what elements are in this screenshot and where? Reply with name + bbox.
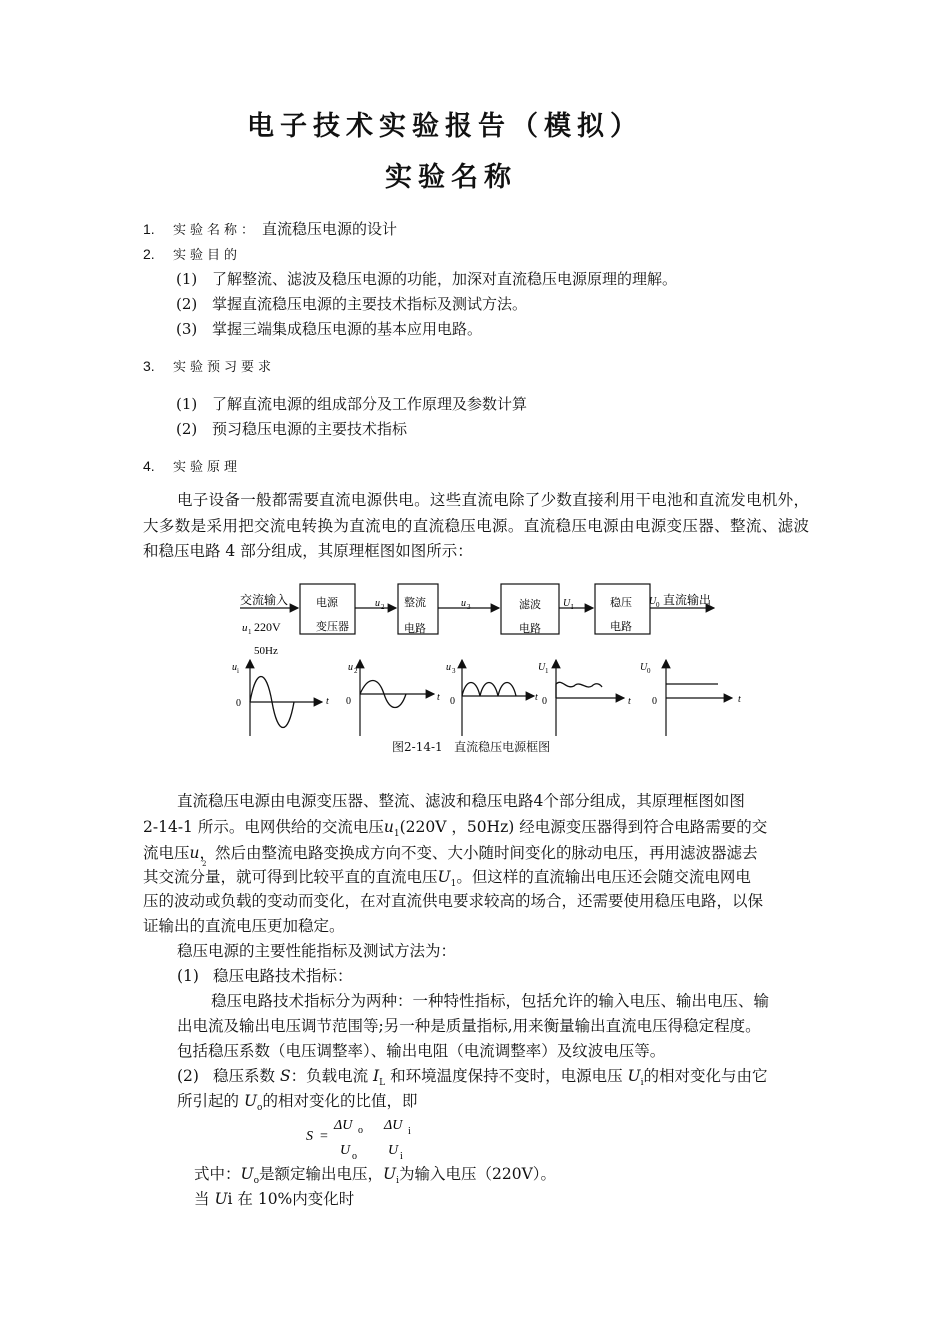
report-subtitle: 实验名称 xyxy=(385,162,517,193)
section-4 xyxy=(143,456,241,475)
svg-text:S: S xyxy=(306,1129,313,1144)
svg-text:o: o xyxy=(358,1125,363,1136)
block-label: 滤波 xyxy=(519,599,541,611)
caption-text: 直流稳压电源框图 xyxy=(454,740,551,754)
signal-sub: 3 xyxy=(467,603,471,611)
report-title: 电子技术实验报告（模拟） xyxy=(247,111,643,142)
section-number: 3. xyxy=(143,358,155,374)
block-label: 电路 xyxy=(519,623,541,635)
para2-line: 流电压u，然后由整流电路变换成方向不变、大小随时间变化的脉动电压，再用滤波器滤去 xyxy=(143,844,758,862)
metrics-2-line: 所引起的 $U_o$的相对变化的比值，即 xyxy=(177,1092,418,1114)
svg-text:i: i xyxy=(400,1151,403,1162)
last-line: 当 Ui 在 10%内变化时 xyxy=(194,1190,355,1208)
signal-sub: 2 xyxy=(381,603,385,611)
svg-text:U: U xyxy=(388,1143,399,1158)
para2-line: 2-14-1 所示。电网供给的交流电压$u_1(220V$ ，50Hz) 经电源变压器得到符合电路需要的交 xyxy=(143,818,768,840)
input-frequency: 50Hz xyxy=(254,645,278,657)
objective-item: (2) 掌握直流稳压电源的主要技术指标及测试方法。 xyxy=(176,295,528,313)
section-heading: 实验原理 xyxy=(173,459,242,474)
svg-text:ΔU: ΔU xyxy=(334,1118,353,1133)
objective-item: (3) 掌握三端集成稳压电源的基本应用电路。 xyxy=(176,320,483,338)
preview-item: (2) 预习稳压电源的主要技术指标 xyxy=(176,420,408,438)
svg-text:t: t xyxy=(535,692,538,703)
block-diagram xyxy=(232,578,756,738)
metrics-1-line: 稳压电路技术指标分为两种：一种特性指标，包括允许的输入电压、输出电压、输 xyxy=(211,992,770,1010)
waveform-rectified xyxy=(446,660,538,736)
svg-text:u: u xyxy=(232,662,237,673)
para2-line: 直流稳压电源由电源变压器、整流、滤波和稳压电路4个部分组成，其原理框图如图 xyxy=(177,792,745,810)
para2-line: 证输出的直流电压更加稳定。 xyxy=(143,917,345,935)
output-label: 直流输出 xyxy=(663,593,712,607)
svg-text:i: i xyxy=(408,1126,411,1137)
section-3 xyxy=(143,356,275,375)
svg-text:u: u xyxy=(348,662,353,673)
section-heading: 实验预习要求 xyxy=(173,359,276,374)
section-number: 2. xyxy=(143,246,155,262)
metrics-intro: 稳压电源的主要性能指标及测试方法为： xyxy=(177,942,457,960)
section-2 xyxy=(143,244,241,263)
svg-text:i: i xyxy=(237,667,239,675)
svg-text:0: 0 xyxy=(450,696,455,707)
svg-text:2: 2 xyxy=(354,667,358,675)
input-label: 交流输入 xyxy=(240,593,289,607)
svg-text:U: U xyxy=(640,662,648,673)
signal-label: U xyxy=(563,598,571,609)
para2-line: 压的波动或负载的变动而变化，在对直流供电要求较高的场合，还需要使用稳压电路，以保 xyxy=(143,892,764,910)
svg-text:u: u xyxy=(446,662,451,673)
experiment-name: 直流稳压电源的设计 xyxy=(262,220,398,238)
signal-sub: 0 xyxy=(656,601,660,609)
preview-item: (1) 了解直流电源的组成部分及工作原理及参数计算 xyxy=(176,395,528,413)
section-number: 1. xyxy=(143,221,155,237)
metrics-1-line: 包括稳压系数（电压调整率）、输出电阻（电流调整率）及纹波电压等。 xyxy=(177,1042,666,1060)
input-u-sub: 1 xyxy=(248,628,252,636)
block-label: 电源 xyxy=(316,597,338,609)
section-heading: 实验名称： xyxy=(173,222,259,237)
svg-text:o: o xyxy=(352,1151,357,1162)
svg-text:=: = xyxy=(320,1129,328,1144)
svg-text:U: U xyxy=(340,1143,351,1158)
svg-text:t: t xyxy=(437,692,440,703)
svg-text:t: t xyxy=(628,696,631,707)
svg-text:3: 3 xyxy=(452,667,456,675)
block-label: 电路 xyxy=(610,621,632,633)
svg-text:1: 1 xyxy=(545,667,549,675)
caption-number: 图2-14-1 xyxy=(392,740,443,754)
superscript-2: 2 xyxy=(202,860,207,868)
svg-text:0: 0 xyxy=(652,696,657,707)
metrics-1-line: 出电流及输出电压调节范围等;另一种是质量指标,用来衡量输出直流电压得稳定程度。 xyxy=(177,1017,761,1035)
metrics-2-title: (2) 稳压系数 S：负载电流 $I_L$ 和环境温度保持不变时，电源电压 $U_i$的相对变化与由它 xyxy=(177,1067,768,1089)
svg-text:0: 0 xyxy=(647,667,651,675)
objective-item: (1) 了解整流、滤波及稳压电源的功能，加深对直流稳压电源原理的理解。 xyxy=(176,270,678,288)
signal-sub: I xyxy=(571,603,574,611)
svg-text:0: 0 xyxy=(346,696,351,707)
svg-text:0: 0 xyxy=(542,696,547,707)
waveform-input xyxy=(232,660,329,736)
waveform-output xyxy=(640,660,741,736)
para2-line: 其交流分量，就可得到比较平直的直流电压$U_1$。但这样的直流输出电压还会随交流电网电 xyxy=(143,868,751,890)
signal-label: u xyxy=(375,598,380,609)
figure-caption xyxy=(392,738,550,755)
svg-text:0: 0 xyxy=(236,698,241,709)
input-u: u xyxy=(242,622,248,634)
svg-text:t: t xyxy=(326,696,329,707)
block-label: 变压器 xyxy=(316,621,349,633)
svg-text:t: t xyxy=(738,694,741,705)
section-1 xyxy=(143,219,258,238)
svg-text:U: U xyxy=(538,662,546,673)
input-voltage: 220V xyxy=(254,620,281,634)
waveform-filtered xyxy=(538,660,631,736)
svg-text:ΔU: ΔU xyxy=(384,1118,403,1133)
stability-formula xyxy=(300,1110,430,1166)
signal-label: u xyxy=(461,598,466,609)
formula-where: 式中：$U_o$是额定输出电压，$U_i$为输入电压（220V）。 xyxy=(194,1165,557,1187)
section-heading: 实验目的 xyxy=(173,247,242,262)
block-label: 整流 xyxy=(404,597,426,609)
signal-label: U xyxy=(649,596,657,607)
waveform-transformer xyxy=(346,660,440,736)
block-label: 电路 xyxy=(404,623,426,635)
intro-paragraph: 电子设备一般都需要直流电源供电。这些直流电除了少数直接利用干电池和直流发电机外，大多数是采用把交流电转换为直流电的直流稳压电源。直流稳压电源由电源变压器、整流、滤波和稳压电路 4 部分组成，其原理框图如图所示： xyxy=(143,491,809,560)
metrics-1-title: (1) 稳压电路技术指标： xyxy=(177,967,353,985)
section-number: 4. xyxy=(143,458,155,474)
block-label: 稳压 xyxy=(610,597,632,609)
